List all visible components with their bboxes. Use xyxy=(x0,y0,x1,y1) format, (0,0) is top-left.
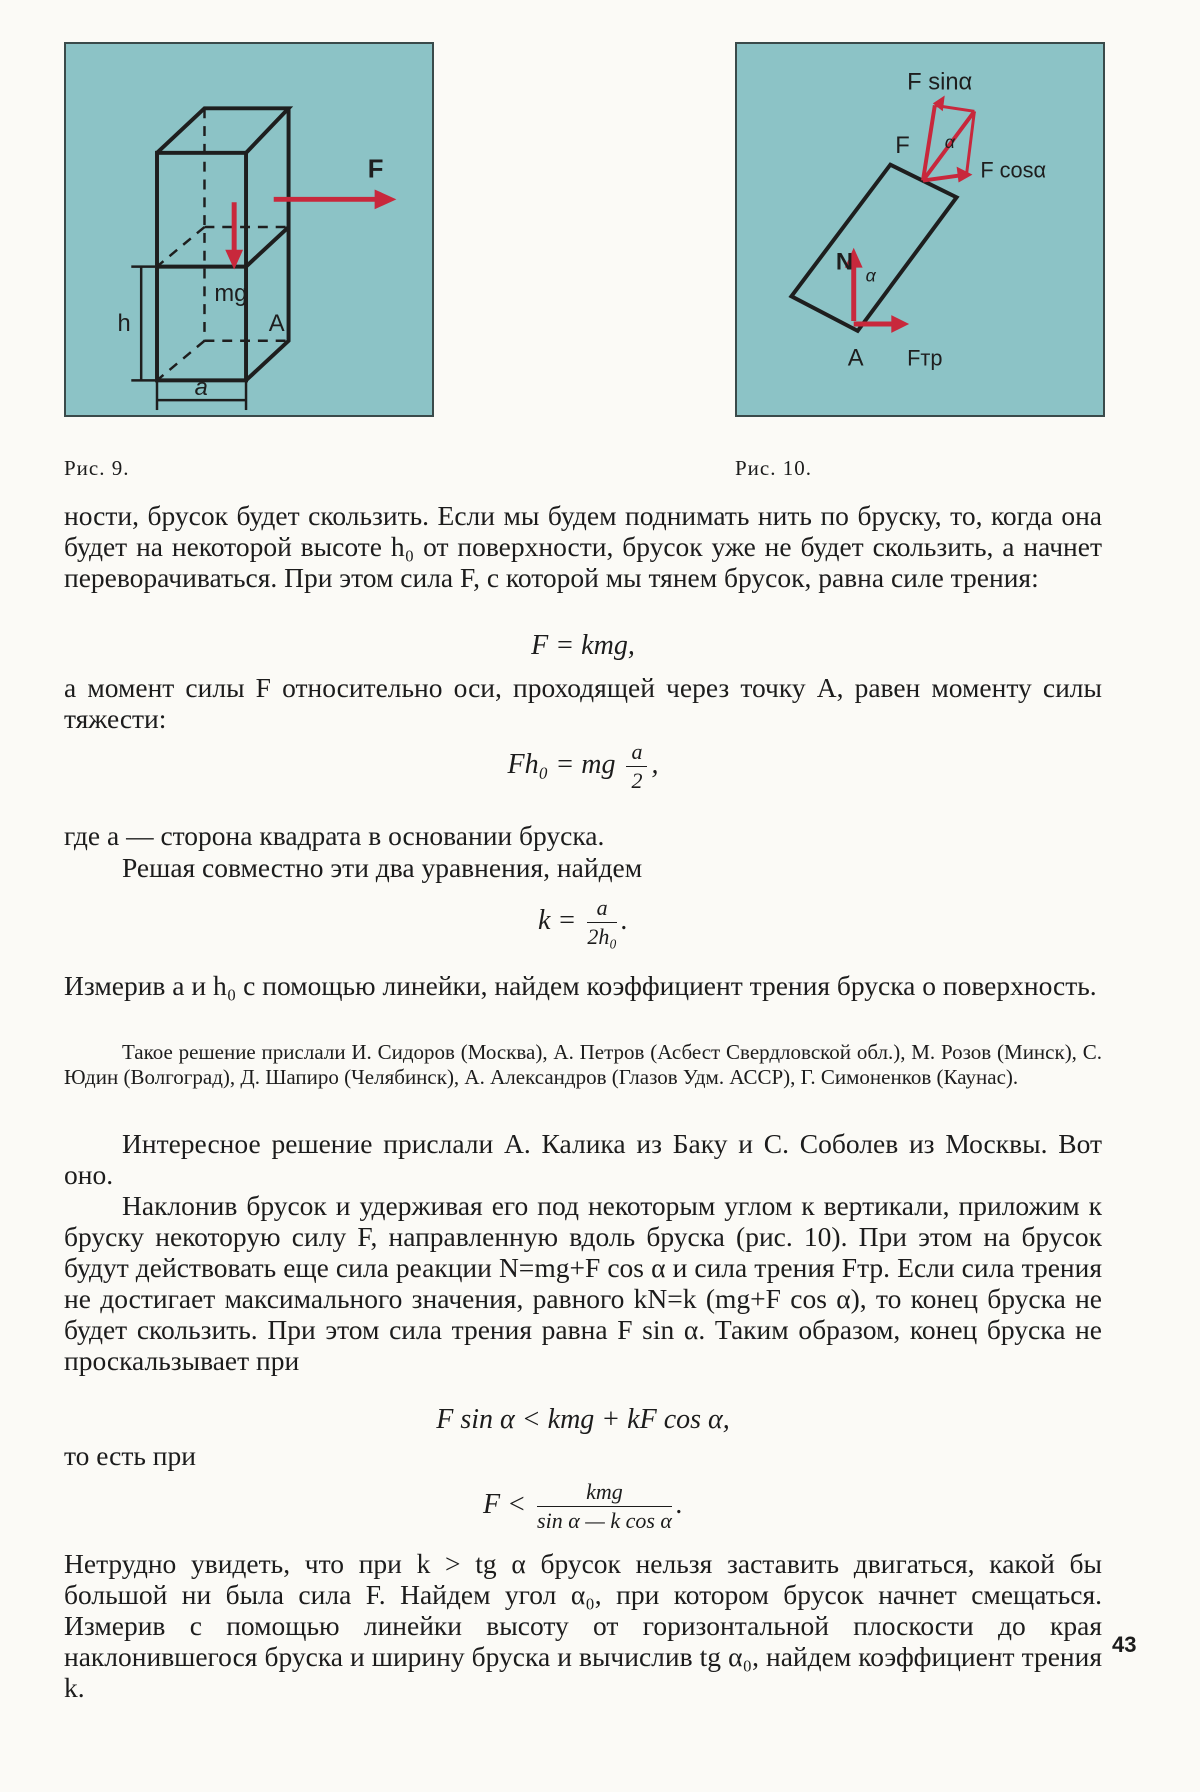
label-f-cos: F cosα xyxy=(980,157,1047,183)
figure-10 xyxy=(735,42,1105,417)
paragraph-6: Интересное решение прислали А. Калика из Баку и С. Соболев из Москвы. Вот оно. xyxy=(64,1128,1102,1190)
equation-2-tail: , xyxy=(651,748,659,780)
contributors-note: Такое решение прислали И. Сидоров (Москва), А. Петров (Асбест Свердловской обл.), М. Розов (Минск), С. Юдин (Волгоград), Д. Шапиро (Челябинск), А. Александров (Глазов Удм. АССР), Г. Симоненков (Каунас). xyxy=(64,1040,1102,1089)
figure-9-caption: Рис. 9. xyxy=(64,456,130,480)
equation-3-numerator: a xyxy=(587,896,617,923)
equation-5 xyxy=(64,1480,1102,1533)
equation-5-left: F < xyxy=(483,1488,527,1520)
label-normal: N xyxy=(835,249,854,276)
height-dimension xyxy=(131,267,155,381)
hidden-edge-middle-diagonal xyxy=(157,227,204,267)
equation-2-fraction xyxy=(626,740,647,793)
figure-9-drawing xyxy=(66,44,432,415)
equation-5-denominator: sin α — k cos α xyxy=(537,1508,672,1533)
block-middle-line xyxy=(157,227,289,267)
equation-3-denominator: 2h₀ xyxy=(587,924,617,949)
block-top-face xyxy=(157,108,289,153)
equation-5-numerator: kmg xyxy=(537,1480,672,1507)
label-force: F xyxy=(367,155,384,184)
equation-2-denominator: 2 xyxy=(631,768,643,793)
page-number: 43 xyxy=(1112,1632,1137,1657)
tilted-block xyxy=(791,165,956,331)
weight-arrow xyxy=(225,202,243,269)
equation-3-fraction xyxy=(587,896,617,949)
equation-1: F = kmg, xyxy=(531,630,635,661)
label-point-a: A xyxy=(268,310,285,337)
equation-4: F sin α < kmg + kF cos α, xyxy=(436,1404,730,1435)
figure-10-caption: Рис. 10. xyxy=(735,456,812,480)
figure-9 xyxy=(64,42,434,417)
label-point-a: A xyxy=(847,345,864,372)
paragraph-4: Решая совместно эти два уравнения, найдем xyxy=(122,852,643,883)
label-alpha-bottom: α xyxy=(865,265,876,286)
label-height: h xyxy=(117,310,131,337)
equation-2-numerator: a xyxy=(626,740,647,767)
figure-10-drawing xyxy=(737,44,1103,415)
equation-3-left: k = xyxy=(538,904,577,936)
label-friction: Fтр xyxy=(907,345,943,371)
paragraph-8: то есть при xyxy=(64,1440,196,1471)
friction-arrow xyxy=(854,315,909,333)
equation-3 xyxy=(64,896,1102,949)
equation-2-left: Fh₀ = mg xyxy=(507,748,616,780)
label-f-sin: F sinα xyxy=(907,69,973,96)
paragraph-7: Наклонив брусок и удерживая его под некоторым углом к вертикали, приложим к бруску некоторую силу F, направленную вдоль бруска (рис. 10). При этом на брусок будут действовать еще сила реакции N=mg+F cos α и сила трения Fтр. Если сила трения не достигает максимального значения, равного kN=k (mg+F cos α), то конец бруска не будет скользить. При этом сила трения равна F sin α. Таким образом, конец бруска не проскальзывает при xyxy=(64,1190,1102,1376)
label-weight: mg xyxy=(214,281,248,308)
paragraph-3: где a — сторона квадрата в основании бруска. xyxy=(64,820,605,851)
paragraph-5: Измерив a и h₀ с помощью линейки, найдем коэффициент трения бруска о поверхность. xyxy=(64,970,1097,1001)
paragraph-1: ности, брусок будет скользить. Если мы будем поднимать нить по бруску, то, когда она будет на некоторой высоте h₀ от поверхности, брусок уже не будет скользить, а начнет переворачиваться. При этом сила F, с которой мы тянем брусок, равна силе трения: xyxy=(64,500,1102,593)
equation-3-tail: . xyxy=(620,904,628,936)
paragraph-2: а момент силы F относительно оси, проходящей через точку A, равен моменту силы тяжести: xyxy=(64,672,1102,734)
paragraph-9: Нетрудно увидеть, что при k > tg α брусок нельзя заставить двигаться, какой бы большой ни была сила F. Найдем угол α₀, при котором брусок начнет смещаться. Измерив с помощью линейки высоту от горизонтальной плоскости до края наклонившегося бруска и ширину бруска и вычислив tg α₀, найдем коэффициент трения k. xyxy=(64,1548,1102,1703)
equation-5-tail: . xyxy=(675,1488,683,1520)
equation-2 xyxy=(64,740,1102,793)
label-f: F xyxy=(895,132,910,159)
label-alpha-top: α xyxy=(944,131,955,152)
force-arrow xyxy=(274,189,397,209)
label-side: a xyxy=(194,375,208,402)
equation-5-fraction xyxy=(537,1480,672,1533)
